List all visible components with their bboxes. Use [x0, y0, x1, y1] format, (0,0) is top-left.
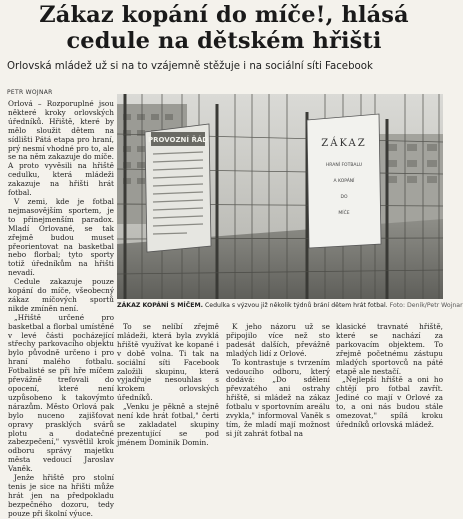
- paragraph: „Hřiště určené pro basketbal a florbal umístěné v levé části pocházející střechy parkovacího objektu bylo původně určeno i pro hraní malého fotbalu. Fotbalisté se při hře míčem převážně trefovali do opocení, které není uzpůsobeno k takovýmto nárazům. Město Orlová pak bylo nuceno zajišťovat opravy prasklých svárů plotu a dodatečné zabezpečení," vysvětlil krok odboru správy majetku města vedoucí Jaroslav Vaněk.: [8, 312, 114, 474]
- photo-credit: Foto: Deník/Petr Wojnar: [387, 302, 463, 309]
- newspaper-page: [0, 2, 463, 518]
- headline-line-1: Zákaz kopání do míče!, hlásá: [39, 2, 409, 28]
- paragraph: Orlová – Rozporuplné jsou některé kroky orlovských úředníků. Hřiště, které by mělo sloužit dětem na sídlišti Pátá etapa pro hraní, prý nesmí vhodné pro to, ale se na něm zakazuje do míče. A proto vyvěsili na hřiště cedulku, která mládeži zakazuje na hřišti hrát fotbal.: [8, 99, 114, 198]
- paragraph: To kontrastuje s tvrzením vedoucího odboru, který dodává: „Do sdělení převzatého ani ostrahy hřiště, si mládež na zákaz fotbalu v sportovním areálu zvykla," informoval Vaněk s tím, že mladí mají možnost si jít zahrát fotbal na: [226, 357, 330, 438]
- photo-caption: [117, 302, 463, 309]
- headline-line-2: cedule na dětském hřišti: [66, 28, 382, 54]
- ban-sign-line: HRANÍ FOTBALU: [325, 163, 363, 168]
- byline: PETR WOJNAR: [7, 89, 53, 96]
- paragraph: V zemi, kde je fotbal nejmasovějším sportem, je to přinejmenším paradox. Mladí Orlované, se tak zřejmě budou muset přeorientovat na basketbal nebo florbal; tyto sporty totiž úředníkům na hřišti nevadí.: [8, 196, 114, 278]
- text-column-3: [226, 323, 330, 439]
- paragraph: „Venku je pěkně a stejně není kde hrát fotbal," čerti se zakladatel skupiny prezentující se pod jménem Dominik Domin.: [117, 402, 219, 447]
- ban-sign: [307, 114, 381, 248]
- ban-sign-line: A KOPÁNÍ: [333, 179, 355, 184]
- subheadline: Orlovská mládež už si na to vzájemně stěžuje i na sociální síti Facebook: [7, 61, 373, 72]
- rules-sign-title: PROVOZNÍ ŘÁD: [147, 136, 209, 144]
- ban-sign-title: ZÁKAZ: [321, 138, 367, 149]
- paragraph: To se nelíbí zřejmě mládeži, která byla zvyklá hřiště využívat ke kopané i v době volna. Ti tak na sociální síti Facebook založili skupinu, která vyjadřuje nesouhlas s krokem orlovských úředníků.: [117, 322, 219, 403]
- article-photo: [117, 94, 443, 299]
- text-column-2: [117, 323, 219, 448]
- paragraph: „Nejlepší hřiště a oni ho chtějí pro fotbal zavřít. Jediné co mají v Orlové za to, a oni nás budou stále omezovat," spílá kroku úředníků orlovská mládež.: [336, 375, 443, 429]
- paragraph: Cedule zakazuje pouze kopání do míče, všeobecný zákaz míčových sportů nikde zmíněn není.: [8, 277, 114, 313]
- ban-sign-line: DO: [340, 195, 348, 200]
- rules-sign: [145, 124, 211, 252]
- text-column-4: [336, 323, 443, 430]
- caption-text: Cedulka s výzvou již několik týdnů brání dětem hrát fotbal.: [203, 302, 388, 309]
- paragraph: klasické travnaté hřiště, které se nachází za parkovacím objektem. To zřejmě početnému zástupu mladých sportovců na páté etapě ale nestačí.: [336, 322, 443, 376]
- ban-sign-line: MÍČE: [338, 211, 350, 216]
- paragraph: K jeho názoru už se připojilo více než sto padesát dalších, převážně mladých lidí z Orlové.: [226, 322, 330, 358]
- text-column-1: [8, 100, 114, 519]
- paragraph: Jenže hřiště pro stolní tenis je sice na hřišti může hrát jen na předpokladu bezpečného dozoru, tedy pouze při školní výuce.: [8, 473, 114, 518]
- fence-photo-illustration: [117, 94, 443, 299]
- caption-lead: ZÁKAZ KOPÁNÍ S MÍČEM.: [117, 302, 204, 309]
